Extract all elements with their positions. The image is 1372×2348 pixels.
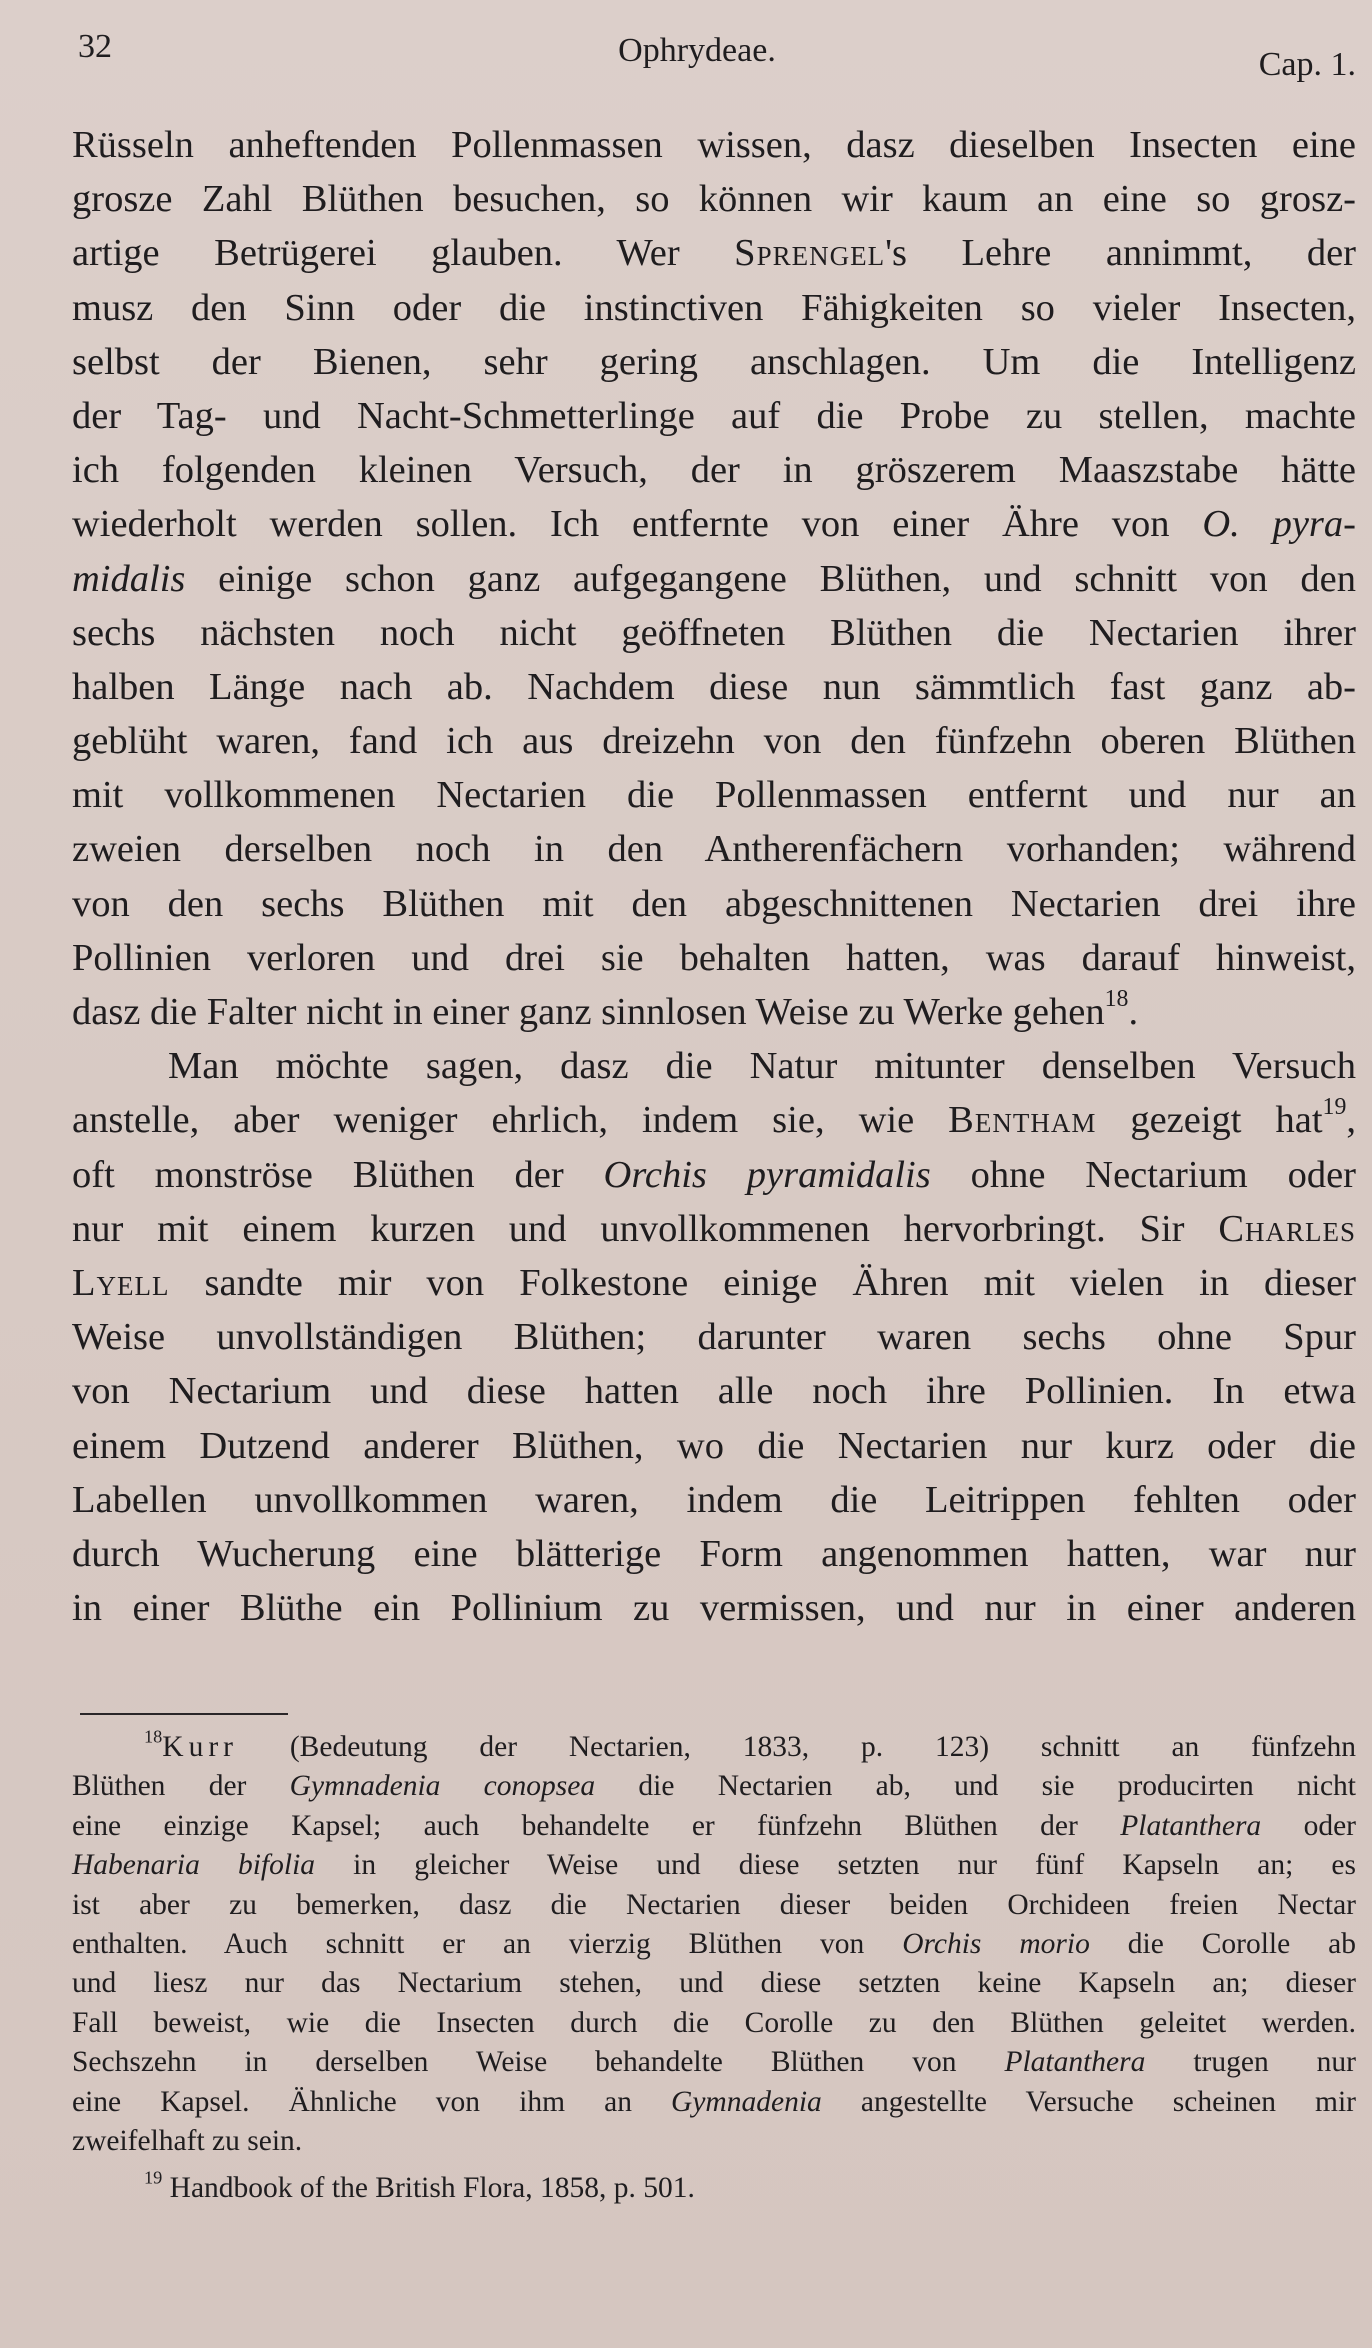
species-name: O. pyra- [1202,503,1356,546]
author-name: Charles [1218,1207,1356,1250]
footnote-line: Blüthen der Gymnadenia conopsea die Nectarien ab, und sie producirten nicht [72,1770,1356,1803]
author-name: Kurr [162,1731,238,1763]
footnote-ref: 19 [1322,1094,1347,1121]
page-number: 32 [78,28,112,65]
species-name: Habenaria bifolia [72,1849,316,1882]
footnote-line: Habenaria bifolia in gleicher Weise und diese setzten nur fünf Kapseln an; es [72,1849,1356,1882]
page-header [78,28,1356,88]
text-line: nur mit einem kurzen und unvollkommenen hervorbringt. Sir Charles [72,1207,1356,1250]
text-line: ich folgenden kleinen Versuch, der in gröszerem Maaszstabe hätte [72,449,1356,492]
text-line: wiederholt werden sollen. Ich entfernte von einer Ähre von O. pyra- [72,503,1356,546]
text-line: Rüsseln anheftenden Pollenmassen wissen, dasz dieselben Insecten eine [72,124,1356,166]
text-line: midalis einige schon ganz aufgegangene Blüthen, und schnitt von den [72,557,1356,600]
text-line: halben Länge nach ab. Nachdem diese nun sämmtlich fast ganz ab- [72,665,1356,708]
text-line: Man möchte sagen, dasz die Natur mitunter denselben Versuch [168,1045,1356,1088]
text-line: zweien derselben noch in den Antherenfächern vorhanden; während [72,828,1356,871]
species-name: Platanthera [1120,1809,1262,1842]
footnote-line: enthalten. Auch schnitt er an vierzig Blüthen von Orchis morio die Corolle ab [72,1927,1356,1960]
text-line: musz den Sinn oder die instinctiven Fähigkeiten so vieler Insecten, [72,286,1356,329]
text-line: oft monströse Blüthen der Orchis pyramidalis ohne Nectarium oder [72,1153,1357,1196]
footnote-line: $^{19}$ Handbook of the British Flora, 1858, p. 501. [144,2167,695,2205]
text-line: geblüht waren, fand ich aus dreizehn von den fünfzehn oberen Blüthen [72,720,1356,763]
text-line: grosze Zahl Blüthen besuchen, so können wir kaum an eine so grosz- [72,178,1356,221]
text-line: Weise unvollständigen Blüthen; darunter waren sechs ohne Spur [72,1316,1356,1359]
text-line: in einer Blüthe ein Pollinium zu vermissen, und nur in einer anderen [72,1587,1356,1630]
footnote-line: eine Kapsel. Ähnliche von ihm an Gymnadenia angestellte Versuche scheinen mir [72,2085,1356,2118]
footnote-line: ist aber zu bemerken, dasz die Nectarien dieser beiden Orchideen freien Nectar [72,1888,1356,1921]
footnote-line: $^{18}$Kurr (Bedeutung der Nectarien, 1833, p. 123) schnitt an fünfzehn [144,1726,1356,1763]
text-line: anstelle, aber weniger ehrlich, indem sie, wie Bentham gezeigt hat$^{19}$, [72,1094,1356,1142]
author-name: Bentham [948,1099,1097,1142]
footnote-line: Fall beweist, wie die Insecten durch die Corolle zu den Blüthen geleitet werden. [72,2006,1356,2039]
text-line: einem Dutzend anderer Blüthen, wo die Nectarien nur kurz oder die [72,1424,1356,1467]
author-name: Sprengel [734,232,886,275]
text-line: von Nectarium und diese hatten alle noch ihre Pollinien. In etwa [72,1370,1356,1413]
text-line: durch Wucherung eine blätterige Form angenommen hatten, war nur [72,1532,1356,1575]
footnotes [72,1728,1356,2209]
text-line: von den sechs Blüthen mit den abgeschnittenen Nectarien drei ihre [72,882,1356,925]
running-title: Ophrydeae. [618,32,776,69]
text-line: der Tag- und Nacht-Schmetterlinge auf die Probe zu stellen, machte [72,394,1356,437]
footnote-line: zweifelhaft zu sein. [72,2124,303,2157]
species-name: Gymnadenia [671,2085,822,2118]
text-line: selbst der Bienen, sehr gering anschlagen. Um die Intelligenz [72,340,1356,383]
species-name: midalis [72,557,186,600]
text-line: Lyell sandte mir von Folkestone einige Ähren mit vielen in dieser [72,1261,1356,1304]
footnote-number: 19 [144,2167,163,2188]
species-name: Platanthera [1004,2046,1146,2079]
text-line: artige Betrügerei glauben. Wer Sprengel's Lehre annimmt, der [72,232,1356,275]
chapter-label: Cap. 1. [1258,46,1356,83]
footnote-line: Sechszehn in derselben Weise behandelte Blüthen von Platanthera trugen nur [72,2046,1356,2079]
footnote-divider [80,1713,288,1715]
footnote-line: und liesz nur das Nectarium stehen, und diese setzten keine Kapseln an; dieser [72,1967,1356,2000]
author-name: Lyell [72,1261,170,1304]
text-line: dasz die Falter nicht in einer ganz sinnlosen Weise zu Werke gehen$^{18}$. [72,986,1139,1033]
text-line: sechs nächsten noch nicht geöffneten Blüthen die Nectarien ihrer [72,611,1356,654]
footnote-ref: 18 [1104,986,1129,1013]
footnote-line: eine einzige Kapsel; auch behandelte er fünfzehn Blüthen der Platanthera oder [72,1809,1356,1842]
footnote-number: 18 [144,1726,163,1747]
text-line: Pollinien verloren und drei sie behalten hatten, was darauf hinweist, [72,936,1356,979]
text-line: Labellen unvollkommen waren, indem die Leitrippen fehlten oder [72,1478,1356,1521]
main-text [72,118,1356,1635]
text-line: mit vollkommenen Nectarien die Pollenmassen entfernt und nur an [72,774,1356,817]
species-name: Orchis pyramidalis [603,1153,931,1196]
species-name: Gymnadenia conopsea [289,1770,596,1803]
species-name: Orchis morio [902,1927,1090,1960]
